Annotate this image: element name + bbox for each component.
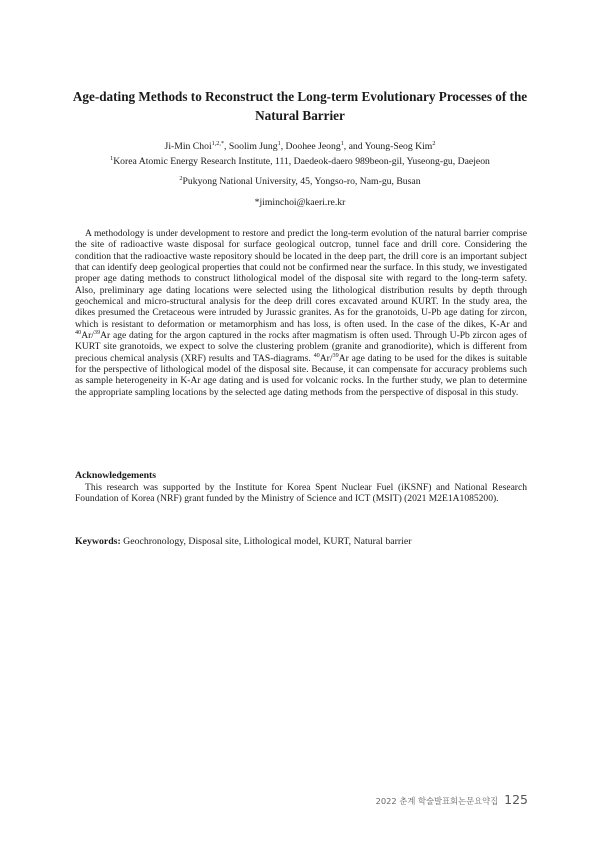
- page-number: 125: [504, 792, 528, 807]
- corresponding-email: *jiminchoi@kaeri.re.kr: [254, 197, 346, 208]
- affiliation-mark: 2: [179, 175, 183, 182]
- author-list: [60, 140, 540, 153]
- isotope-symbol: Ar/: [81, 330, 94, 342]
- keywords-line: [75, 536, 535, 548]
- acknowledgements-text: This research was supported by the Institute for Korea Spent Nuclear Fuel (iKSNF) and National Research Foundation of Korea (NRF) grant funded by the Ministry of Science and ICT (MSIT) (2021 M2E1A1085200).: [75, 482, 527, 505]
- isotope-mass: 39: [93, 329, 101, 337]
- author-name: Young-Seog Kim: [364, 141, 433, 152]
- abstract-paragraph: [75, 228, 527, 398]
- abstract-text: age dating to be used for the dikes is suitable for the perspective of lithological model of the disposal site. Because, it can compensate for accuracy problems such as sample heterogeneity in K-Ar age dating and is used for volcanic rocks. In the further study, we plan to determine the appropriate sampling locations by the selected age dating methods from the perspective of disposal in this study.: [75, 352, 527, 398]
- author-separator: ,: [280, 141, 286, 152]
- isotope-mass: 39: [332, 351, 339, 359]
- isotope-mass: 40: [75, 329, 82, 337]
- affiliation-1: [60, 155, 540, 168]
- isotope-symbol: Ar/: [319, 352, 333, 364]
- author-separator: ,: [224, 141, 229, 152]
- author-name: Doohee Jeong: [285, 141, 341, 152]
- abstract-text: age dating for the argon captured in the rocks after magmatism is often used. Through U-Pb zircon ages of KURT site granotoids, we expect to solve the clustering problem (granite and granodiorite), which is different from precious chemical analysis (XRF) results and TAS-diagrams.: [75, 330, 527, 364]
- author-affiliation-mark: 2: [432, 140, 436, 147]
- abstract-text: A methodology is under development to restore and predict the long-term evolution of the natural barrier comprise the site of radioactive waste disposal for surface geological outcrop, tunnel face and drill core. Considering the condition that the radioactive waste repository should be located in the deep part, the drill core is an important subject that can identify deep geological properties that could not be confirmed near the surface. In this study, we investigated proper age dating methods to construct lithological model of the disposal site with regard to the long-term safety. Also, preliminary age dating locations were selected using the lithological distribution results by depth through geochemical and micro-structural analysis for the deep drill cores excavated around KURT. In the study area, the dikes presumed the Cretaceous were intruded by Jurassic granites. As for the granotoids, U-Pb age dating for zircon, which is resistant to deformation or metamorphism and has loss, is often used. In the case of the dikes, K-Ar and: [75, 228, 527, 330]
- author-name: Soolim Jung: [228, 141, 278, 152]
- affiliation-mark: 1: [110, 155, 114, 162]
- isotope-symbol: Ar: [338, 352, 349, 364]
- author-affiliation-mark: 1: [277, 140, 281, 147]
- author-affiliation-mark: 1,2,*: [211, 140, 225, 147]
- author-separator: , and: [343, 141, 365, 152]
- acknowledgements-heading: Acknowledgements: [75, 470, 157, 481]
- keywords-label: Keywords:: [75, 536, 121, 547]
- affiliation-text: Korea Atomic Energy Research Institute, 111, Daedeok-daero 989beon-gil, Yuseong-gu, Daejeon: [113, 156, 490, 167]
- page-footer: [376, 792, 528, 807]
- affiliation-2: [60, 175, 540, 188]
- affiliation-text: Pukyong National University, 45, Yongso-ro, Nam-gu, Busan: [182, 176, 421, 187]
- paper-title: Age-dating Methods to Reconstruct the Long-term Evolutionary Processes of the Natural Barrier: [72, 89, 528, 123]
- author-name: Ji-Min Choi: [164, 141, 212, 152]
- isotope-symbol: Ar: [100, 330, 111, 342]
- keywords-text: Geochronology, Disposal site, Lithological model, KURT, Natural barrier: [120, 536, 412, 547]
- isotope-mass: 40: [313, 351, 320, 359]
- author-affiliation-mark: 1: [340, 140, 344, 147]
- proceedings-title: 2022 춘계 학술발표회논문요약집: [375, 796, 499, 806]
